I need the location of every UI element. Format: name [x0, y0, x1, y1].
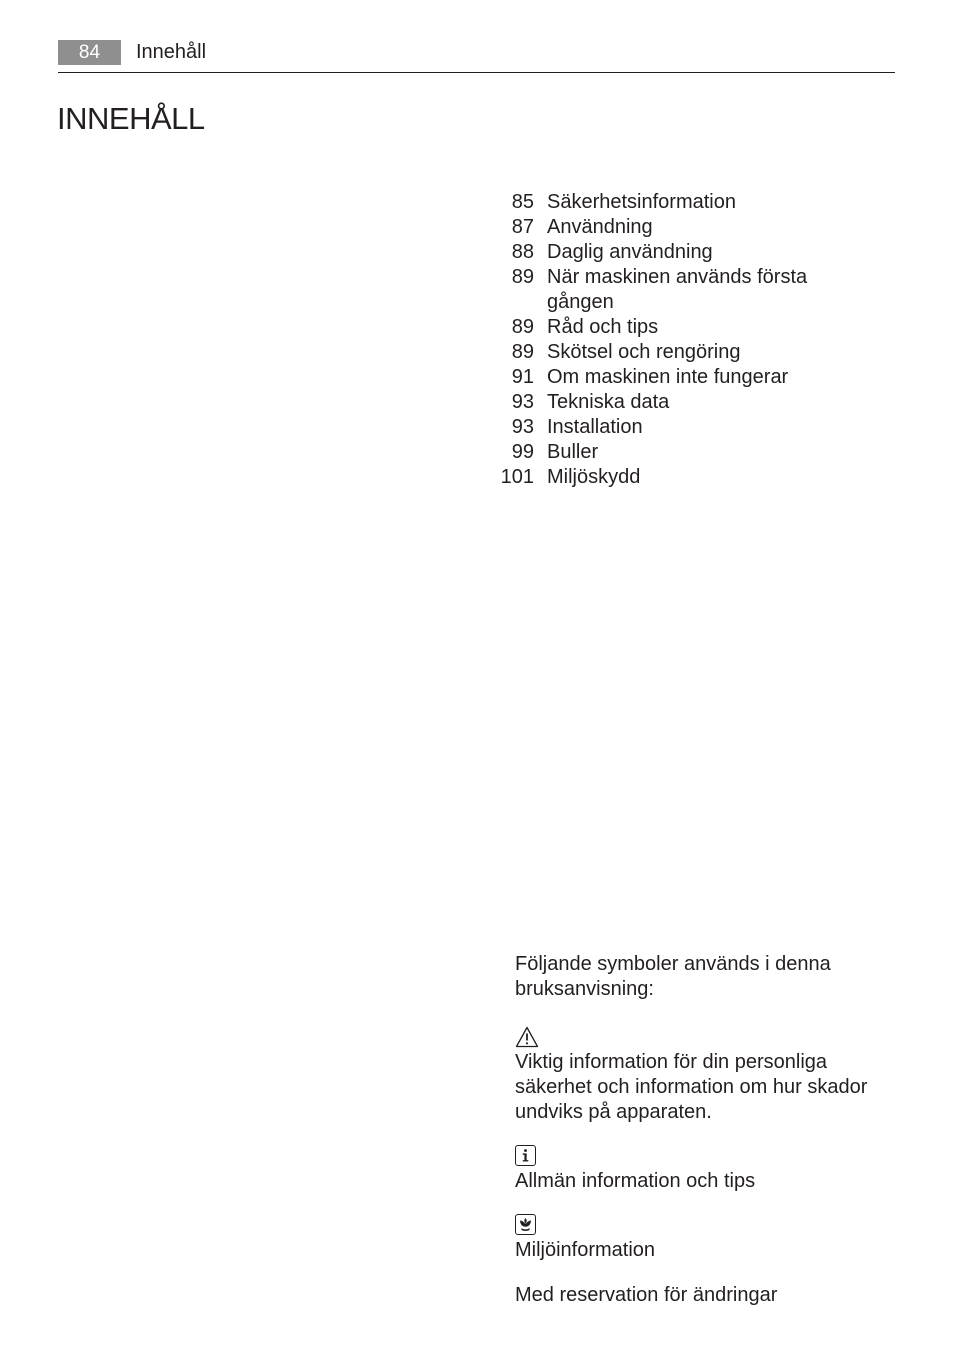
toc-page-number: 99 [511, 441, 534, 463]
toc-item[interactable] [490, 390, 850, 415]
toc-item[interactable] [490, 440, 850, 465]
toc-label: Användning [547, 216, 653, 238]
info-icon [515, 1145, 536, 1166]
environment-icon [515, 1214, 536, 1235]
toc-page-number: 91 [511, 366, 534, 388]
header-section-title: Innehåll [136, 41, 207, 63]
toc-item[interactable] [490, 190, 850, 215]
toc-page-number: 88 [511, 241, 534, 263]
toc-page-number: 93 [511, 416, 534, 438]
toc-label: Säkerhetsinformation [547, 191, 736, 213]
toc-item[interactable] [490, 365, 850, 390]
page-number: 84 [58, 40, 121, 65]
toc-label: Om maskinen inte fungerar [547, 366, 789, 388]
table-of-contents [490, 190, 850, 490]
toc-page-number: 85 [511, 191, 534, 213]
toc-page-number: 89 [511, 266, 534, 288]
toc-label: Miljöskydd [547, 466, 641, 488]
page-header [58, 40, 895, 73]
toc-page-number: 89 [511, 341, 534, 363]
page-title: INNEHÅLL [57, 101, 205, 136]
toc-item[interactable] [490, 215, 850, 240]
toc-label: När maskinen används första gången [547, 266, 808, 313]
toc-item[interactable] [490, 340, 850, 365]
toc-item[interactable] [490, 265, 850, 315]
legend-item-warning [515, 1026, 875, 1125]
warning-triangle-icon [515, 1026, 539, 1048]
toc-page-number: 93 [511, 391, 534, 413]
toc-page-number: 87 [511, 216, 534, 238]
toc-label: Buller [547, 441, 599, 463]
legend-item-environment [515, 1214, 875, 1263]
legend-text-environment: Miljöinformation [515, 1239, 656, 1261]
legend-text-info: Allmän information och tips [515, 1170, 756, 1192]
toc-label: Skötsel och rengöring [547, 341, 741, 363]
legend-text-warning: Viktig information för din personliga säkerhet och information om hur skador undviks på apparaten. [515, 1051, 868, 1123]
toc-page-number: 89 [511, 316, 534, 338]
toc-label: Råd och tips [547, 316, 659, 338]
symbol-legend [515, 952, 875, 1308]
toc-label: Tekniska data [547, 391, 670, 413]
toc-page-number: 101 [500, 466, 534, 488]
legend-footer: Med reservation för ändringar [515, 1284, 778, 1306]
toc-item[interactable] [490, 240, 850, 265]
legend-item-info [515, 1145, 875, 1194]
toc-item[interactable] [490, 315, 850, 340]
legend-intro: Följande symboler används i denna bruksanvisning: [515, 953, 831, 1000]
toc-label: Daglig användning [547, 241, 713, 263]
toc-item[interactable] [490, 465, 850, 490]
toc-item[interactable] [490, 415, 850, 440]
toc-label: Installation [547, 416, 643, 438]
